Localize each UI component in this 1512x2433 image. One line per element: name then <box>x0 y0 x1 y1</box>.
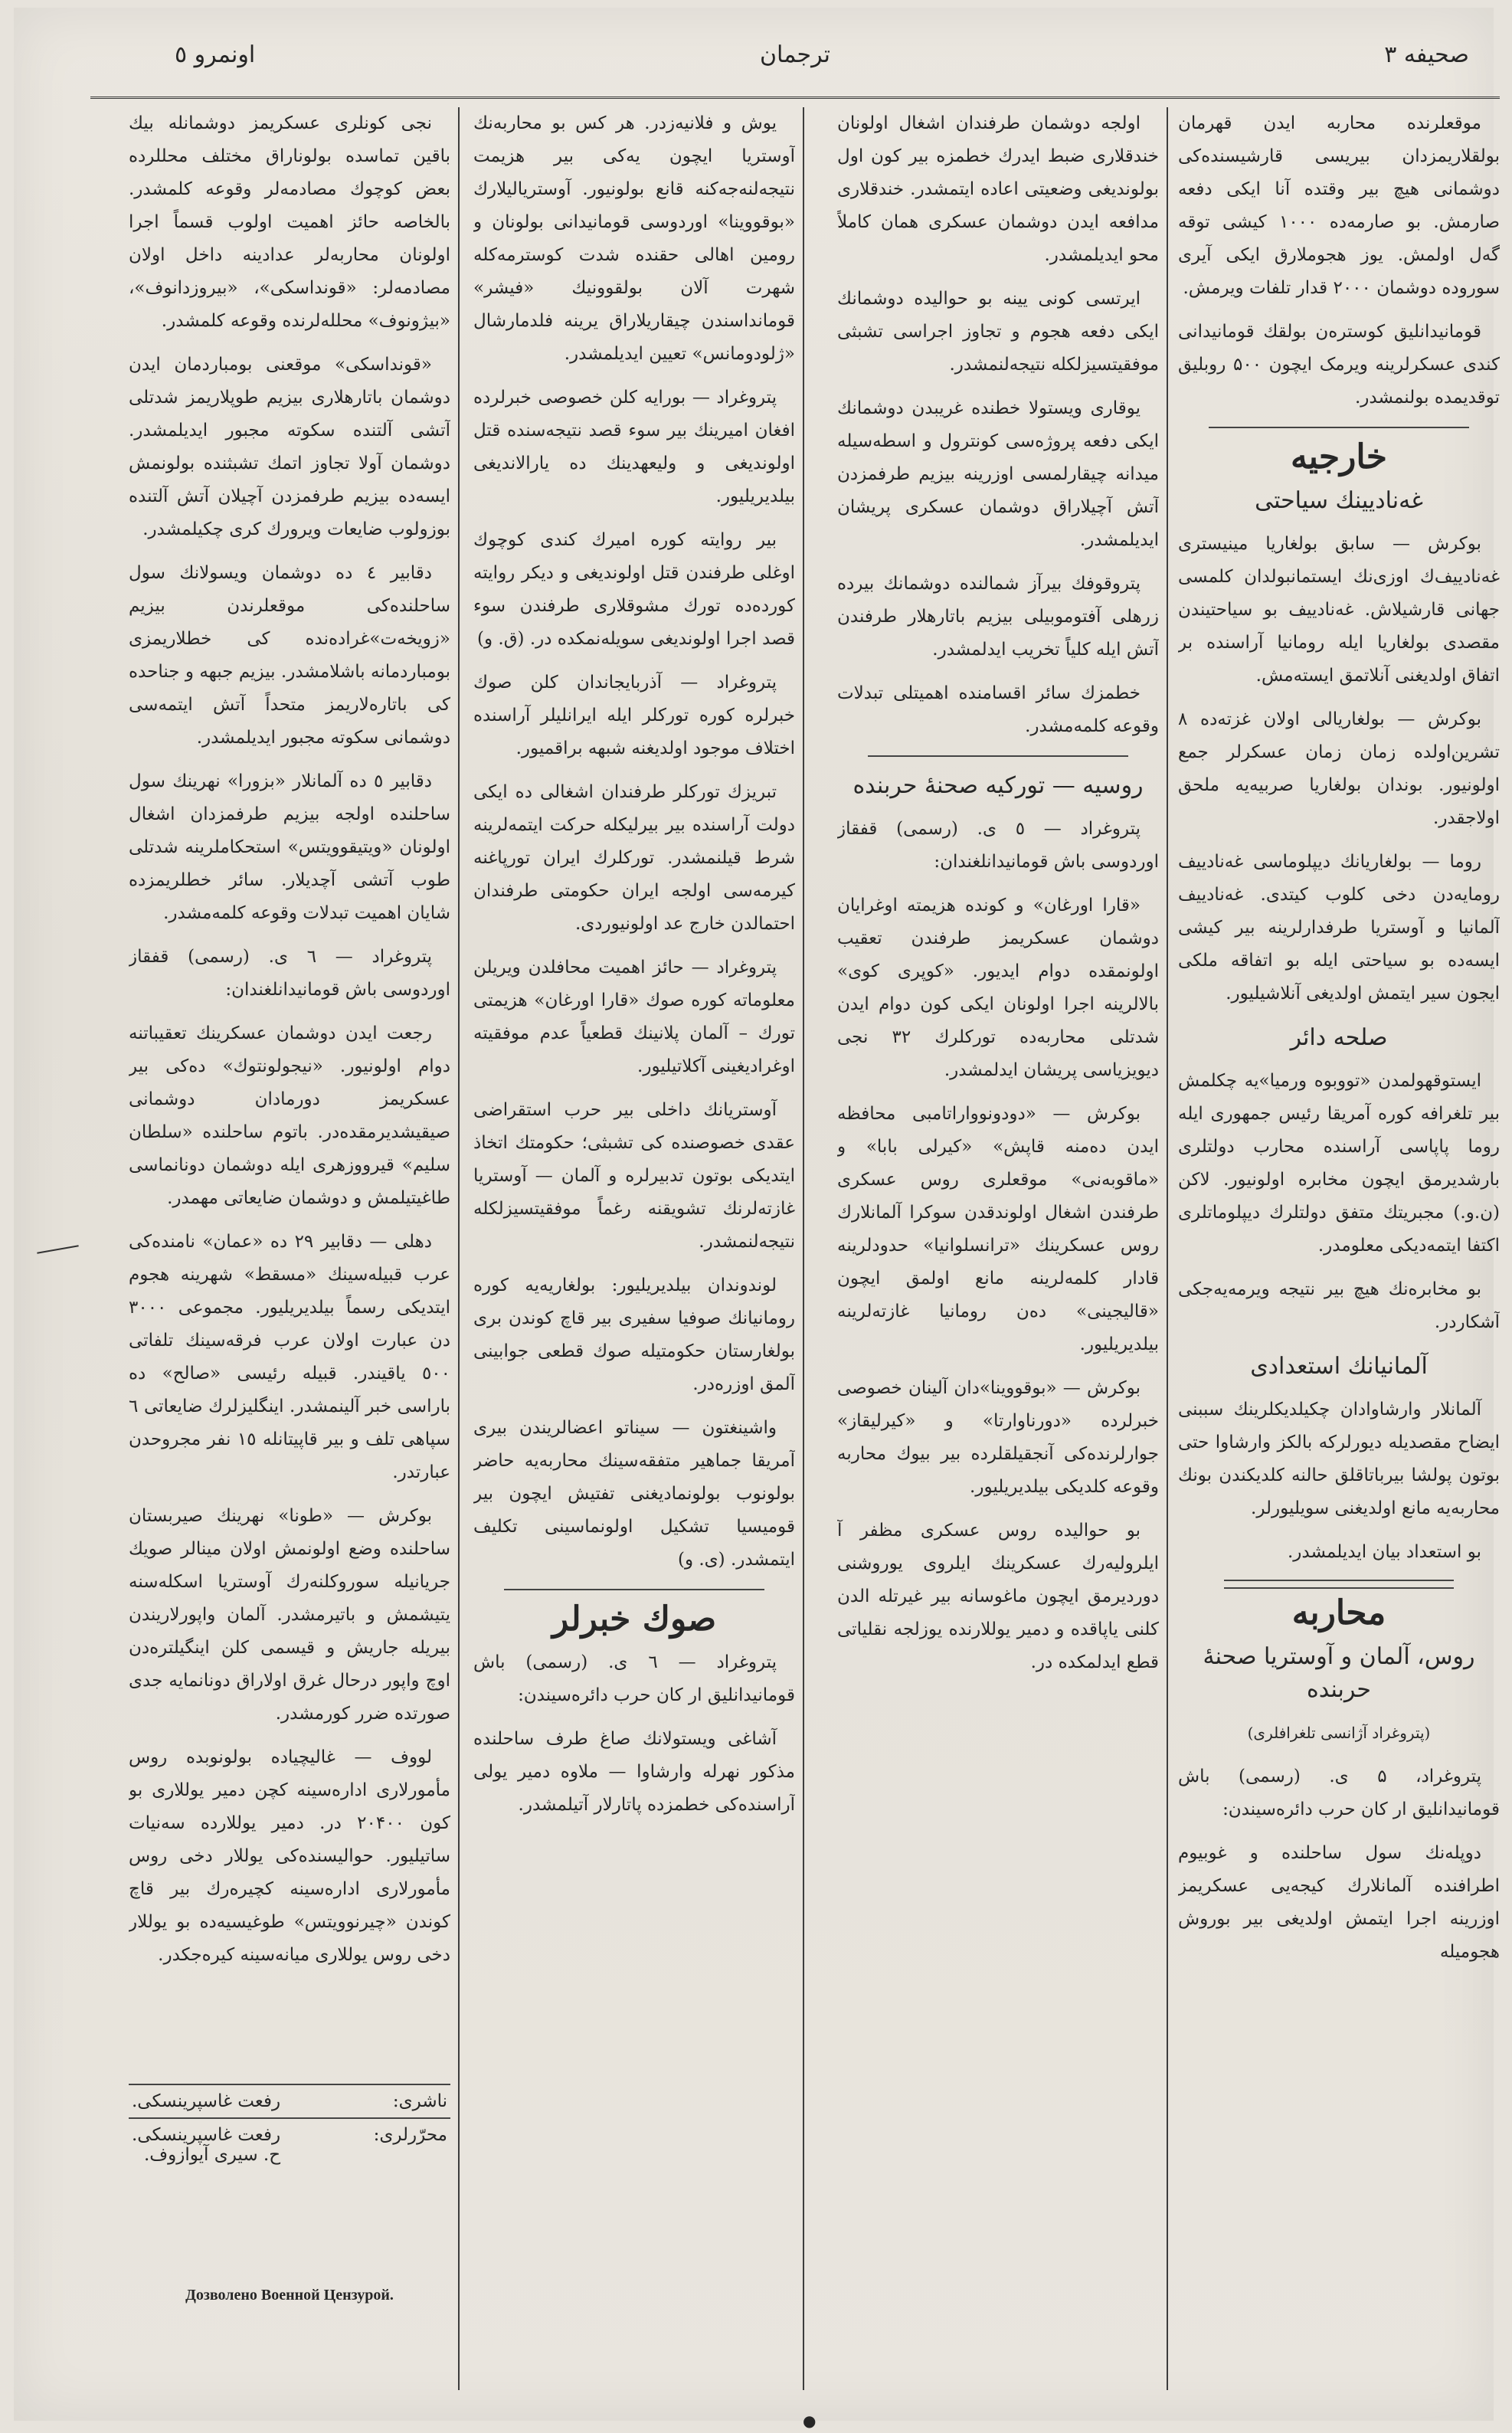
article-paragraph: پتروغراد — ٦ ی. (رسمی) قفقاز اوردوسی باش قومانیدانلغندان: <box>129 947 450 1000</box>
section-divider <box>868 755 1128 757</box>
article-paragraph: بوکرش — «طونا» نهرینك صیربستان ساحلنده وضع اولونمش اولان مینالر صویك جریانیله سوروکلنه‌رك آوستریا اسکله‌سنه یتیشمش و باتیرمشدر. آلمان واپورلاریندن بیریله جاریش و قیسمی کلن اینگیلتره‌دن اوچ واپور درحال غرق اولاراق دونانمایه جدی صورتده ضرر کورمشدر. <box>129 1506 450 1724</box>
column-rule <box>458 107 460 2390</box>
article-paragraph: ایستوقهولمدن «تووبوه ورمیا»یه چکلمش بیر تلغرافه کوره آمریقا رئیس جمهوری ایله روما پاپاسی آراسنده محارب دولتلری بارشدیرمق ایچون مخابره اولونیور. لاکن (ن.و.) مجبریتك متفق دولتلرك دیپلوماتلری اکتفا ایتمه‌دیکی معلومدر. <box>1178 1071 1500 1256</box>
section-subtitle-germany: آلمانیانك استعدادی <box>1250 1353 1428 1380</box>
section-title-caucasus: روسیه — تورکیه صحنهٔ حربنده <box>853 772 1144 799</box>
column-2 <box>837 107 1159 2390</box>
agency-note: (پتروغراد آژانسی تلغرافلری) <box>1247 1724 1431 1742</box>
article-paragraph: واشینغتون — سیناتو اعضالریندن بیری آمریقا جماهیر متفقه‌سینك محاربه‌یه حاضر بولونوب بولونمادیغنی تفتیش ایچون بیر قومیسیا تشکیل اولونماسینی تکلیف ایتمشدر. (ی. و) <box>473 1418 795 1570</box>
article-paragraph: بوکرش — سابق بولغاریا مینیستری غه‌نادییف‌ك اوزی‌نك ایستمانبولدان کلمسی جهانی قارشیلاش. غه‌نادییف بو سیاحتیندن مقصدی بولغاریا ایله رومانیا آراسنده بر اتفاق اولدیغنی آنلاتمق ایسته‌مش. <box>1178 534 1500 686</box>
article-paragraph: «قونداسکی» موقعنی بومباردمان ایدن دوشمان باتارهلاری بیزیم طوپلاریمز شدتلی آتشی آلتنده سکوته مجبور ایدیلمشدر. دوشمان آولا تجاوز اتمك تشبثنده بولونمش ایسه‌ده بیزیم طرفمزدن آچیلان آتش آلتنده بوزولوب ضایعات ویرورك کری چکیلمشدر. <box>129 355 450 539</box>
section-title-latest-news: صوك خبرلر <box>551 1600 717 1639</box>
pencil-mark-icon <box>37 1245 79 1254</box>
article-paragraph: بوکرش — «دودونوواراتامبی محافظه ایدن ده‌منه قاپش» «کیرلی بابا» و «ماقوبه‌نی» موقعلری روس عسکری طرفندن اشغال اولوندقدن سوکرا آلمانلارك روس عسکرینك «ترانسلوانیا» حدودلرینه قادار کلمه‌لرینه مانع اولمق ایچون «قالیجینی» ده‌ن رومانیا غازته‌لرینه بیلدیریلیور. <box>837 1104 1159 1354</box>
article-paragraph: آوستریانك داخلی بیر حرب استقراضی عقدی خصوصنده کی تشبثی؛ حکومتك اتخاذ ایتدیکی بوتون تدبیرلره و آلمان — آوستریا غازته‌لرنك تشویقنه رغماً موفقیتسیزلکله نتیجه‌لنمشدر. <box>473 1100 795 1252</box>
ornament-divider <box>1224 1580 1454 1589</box>
editors-label: محرّرلری: <box>373 2125 447 2145</box>
page-header <box>90 35 1500 99</box>
article-paragraph: پتروقوفك بیرآز شمالنده دوشمانك بیرده زرهلی آفتوموبیلی بیزیم باتارهلار طرفندن آتش ایله کلیاً تخریب ایدلمشدر. <box>837 574 1159 660</box>
article-paragraph: بوکرش — بولغاریالی اولان غزته‌ده ۸ تشرین‌اولده زمان زمان عسکرلر جمع اولونیور. بوندان بولغاریا صربیه‌یه ملحق اولاجقدر. <box>1178 709 1500 828</box>
article-paragraph: پتروغراد، ۵ ی. (رسمی) باش قومانیدانلیق ار کان حرب دائره‌سیندن: <box>1178 1767 1500 1819</box>
article-paragraph: دوپله‌نك سول ساحلنده و غوبیوم اطرافنده آلمانلارك کیجه‌یی عسکریمز اوزرینه اجرا ایتمش اولدیغی بیر بوروش هجومیله <box>1178 1843 1500 1962</box>
column-3 <box>473 107 795 2390</box>
article-paragraph: بو استعداد بیان ایدیلمشدر. <box>1287 1542 1481 1562</box>
article-paragraph: دقابیر ٤ ده دوشمان ویسولانك سول ساحلنده‌کی موقعلرندن بیزیم «زویخه‌ت»غراده‌نده کی خطلاریمزی بومباردمانه باشلامشدر. بیزیم جبهه و جناحده کی باتاره‌لاریمز متحداً آتش ایتمه‌سی دوشمانی سکوته مجبور ایدیلمشدر. <box>129 563 450 748</box>
article-paragraph: روما — بولغاریانك دیپلوماسی غه‌نادییف رومایه‌دن دخی کلوب کیتدی. غه‌نادییف آلمانیا و آوستریا طرفدارلرینه بیر کیشی ایسه‌ده بو سیاحتی ایله بو اتفاقه ملکی ایجون سیر ایتمش اولدیغی آنلاشیلیور. <box>1178 852 1500 1004</box>
section-subtitle: غه‌نادیینك سیاحتی <box>1255 487 1423 514</box>
section-subtitle-peace: صلحه دائر <box>1290 1024 1388 1051</box>
article-paragraph: پتروغراد — حائز اهمیت محافلدن ویریلن معلوماته کوره صوك «قارا اورغان» هزیمتی تورك‌ – آلمان پلانینك قطعیاً عدم موفقیته اوغرادیغینی آکلاتیلیور. <box>473 958 795 1076</box>
article-paragraph: پتروغراد — آذربایجاندان کلن صوك خبرلره کوره تورکلر ایله ایرانلیلر آراسنده اختلاف موجود اولدیغنه شبهه براقمیور. <box>473 673 795 758</box>
article-paragraph: خطمزك سائر اقسامنده اهمیتلی تبدلات وقوعه کلمه‌مشدر. <box>837 683 1159 736</box>
article-paragraph: لووف — غالیچیاده بولونوبده روس مأمورلاری اداره‌سینه کچن دمیر یوللاری بو کون ۲۰۴۰۰ در. دمیر یوللارده سه‌نیات ساتیلیور. حوالیسنده‌کی یوللار دخی روس مأمورلاری اداره‌سینه کچیره‌رك بیر قاچ کوندن «چیرنوویتس» طوغیسیه‌ده بو یوللار دخی روس یوللاری میانه‌سینه کیره‌جکدر. <box>129 1747 450 1965</box>
article-paragraph: پتروغراد — ٦ ی. (رسمی) باش قومانیدانلیق ار کان حرب دائره‌سیندن: <box>473 1652 795 1705</box>
article-paragraph: تبریزك تورکلر طرفندان اشغالی ده ایکی دولت آراسنده بیر بیرلیکله حرکت ایتمه‌لرینه شرط قیلنمشدر. تورکلرك ایران تورپاغنه کیرمه‌سی اولجه ایران حکومتی طرفندان احتمالدن خارج عد اولونیوردی. <box>473 782 795 934</box>
section-divider <box>504 1589 764 1590</box>
article-paragraph: اولجه دوشمان طرفندان اشغال اولونان خندقلاری ضبط ایدرك خطمزه بیر کون اول بولوندیغی وضعیتی اعاده ایتمشدر. خندقلاری مدافعه ایدن دوشمان عسکری همان کاملاً محو ایدیلمشدر. <box>837 113 1159 265</box>
article-paragraph: یوقاری ویستولا خطنده غریبدن دوشمانك ایکی دفعه پروژه‌سی کونترول و اسطه‌سیله میدانه چیقارلمسی اوزرینه بیزیم طرفمزدن آتش آچیلاراق دوشمان عسکری پریشان ایدیلمشدر. <box>837 398 1159 550</box>
article-paragraph: قومانیدانلیق کوستره‌ن بولقك قومانیدانی کندی عسکرلرینه ویرمک ایچون ۵۰۰ روبلیق توقدیمده بولنمشدر. <box>1178 322 1500 408</box>
column-rule <box>803 107 804 2390</box>
article-paragraph: آلمانلار وارشاوادان چکیلدیکلرینك سببنی ایضاح مقصدیله دیورلرکه بالکز وارشاوا حتی بوتون پولشا بیرباتاقلق حالنه کلدیکندن بونك محاربه‌یه مانع اولدیغنی سویلیورلر. <box>1178 1400 1500 1518</box>
section-title-war: محاربه <box>1291 1593 1386 1632</box>
article-paragraph: آشاغی ویستولانك صاغ طرف ساحلنده مذکور نهرله وارشاوا — ملاوه دمیر یولی آراسنده‌کی خطمزده پاتارلار آتیلمشدر. <box>473 1729 795 1815</box>
article-paragraph: لوندوندان بیلدیریلیور: بولغاریه‌یه کوره رومانیانك صوفیا سفیری بیر قاچ کوندن بری بولغارستان حکومتیله صوك قطعی جوابینی آلمق اوزره‌در. <box>473 1275 795 1394</box>
section-subtitle-front: روس، آلمان و آوستریا صحنهٔ حربنده <box>1203 1643 1475 1703</box>
article-paragraph: «قارا اورغان» و کونده هزیمته اوغرایان دوشمان عسکریمز طرفندن تعقیب اولونمقده دوام ایدیور. «کوپری کوی» بالالرینه اجرا اولونان ایکی کون دوام ایدن شدتلی محاربه‌ده تورکلرك ۳۲ نجی دیویزیاسی پریشان ایدلمشدر. <box>837 896 1159 1080</box>
section-title-foreign: خارجیه <box>1291 437 1387 476</box>
article-paragraph: پتروغراد — بورایه کلن خصوصی خبرلرده افغان امیرینك بیر سوء قصد نتیجه‌سنده قتل اولوندیغی و ولیعهدینك ده یارالاندیغی بیلدیریلیور. <box>473 388 795 506</box>
page-number: صحیفه ۳ <box>1384 41 1469 68</box>
article-paragraph: دهلی — دقابیر ۲۹ ده «عمان» نامنده‌کی عرب قبیله‌سینك «مسقط» شهرینه هجوم ایتدیکی رسماً بیلدیریلیور. مجموعی ۳۰۰۰ دن عبارت اولان عرب فرقه‌سینك تلفاتی ٥۰۰ یاقیندر. قبیله رئیسی «صالح» ده باراسی خبر آلینمشدر. اینگلیزلرك ضایعاتی ٦ سپاهی تلف و بیر قاپیتانله ١٥ نفر مجروحدن عبارتدر. <box>129 1232 450 1482</box>
article-paragraph: رجعت ایدن دوشمان عسکرینك تعقیباتنه دوام اولونیور. «نیجولونتوك» ده‌کی بیر عسکریمز دورمادان دوشمانی صیقیشدیرمقده‌در. باتوم ساحلنده «سلطان سلیم» قیرووزهری ایله دوشمان دونانماسی طاغیتیلمش و دوشمان ضایعاتی مهمدر. <box>129 1023 450 1208</box>
article-paragraph: بوکرش — «بوقووینا»دان آلینان خصوصی خبرلرده «دورنا‌وارتا» و «کیرلیقاز» جوارلرنده‌کی آنجقیلقلرده بیر بیوك محاربه وقوعه کلدیکی بیلدیریلیور. <box>837 1378 1159 1497</box>
publisher-name: رفعت غاسپرینسکی. <box>132 2091 281 2111</box>
article-paragraph: بو حوالیده روس عسکری مظفر آ ایلروليه‌رك عسکرینك ایلروی یوروشنی دوردیرمق ایچون ماغوسانه بیر غیرتله الدن کلنی یاپاقده و دمیر یوللارنده یوزلجه نقلیاتی قطع ایدلمکده در. <box>837 1521 1159 1672</box>
editor-name: ح. سیری آیوازوف. <box>143 2145 281 2165</box>
article-paragraph: یوش و فلانیه‌زدر. هر کس بو محاربه‌نك آوستریا ایچون یه‌کی بیر هزیمت نتیجه‌لنه‌جه‌کنه قانع بولونیور. آوستریالیلارك «بوقووینا» اوردوسی قومانیدانی بولونان و رومین اهالی حقنده شدت کوسترمه‌کله شهرت آلان بولقوونیك «فیشر» قومانداسندن چیقاریلاراق یرینه فلدمارشال «ژلودومانس» تعیین ایدیلمشدر. <box>473 113 795 364</box>
editors-row <box>129 2117 450 2171</box>
section-divider <box>1209 427 1469 428</box>
paper-title: ترجمان <box>760 41 830 68</box>
column-rule <box>1167 107 1168 2390</box>
editor-names <box>132 2125 280 2165</box>
article-paragraph: موقعلرنده محاربه ایدن قهرمان بولقلاریمزدان بیریسی قارشیسنده‌کی دوشمانی هیچ بیر وقتده آنا ایکی دفعه صارمش. بو صارمه‌ده ۱۰۰۰ کیشی توقه گه‌ل اولمش. یوز هجوملارق ایکی آیری سوروده دوشمان ۲۰۰۰ قدار تلفات ویرمش. <box>1178 113 1500 298</box>
editor-name: رفعت غاسپرینسکی. <box>132 2125 281 2145</box>
newspaper-page <box>14 8 1500 2430</box>
article-paragraph: نجی کونلری عسکریمز دوشمانله بیك باقین تماسده بولوناراق مختلف محللرده بعض کوچوك مصادمه‌لر وقوعه کلمشدر. بالخاصه حائز اهمیت اولوب قسماً اجرا اولونان محاربه‌لر عدادینه داخل اولان مصادمه‌لر: «قونداسکی»، «بیروزدانوف»، «بیژونوف» محلله‌لرنده وقوعه کلمشدر. <box>129 113 450 331</box>
column-4 <box>129 107 450 2068</box>
article-paragraph: ایرتسی کونی یینه بو حواليده دوشمانك ایکی دفعه هجوم و تجاوز اجراسی تشبثی موفقیتسیزلکله نتیجه‌لنمشدر. <box>837 289 1159 375</box>
column-1 <box>1178 107 1500 2390</box>
footer-dot: ● <box>803 2412 817 2430</box>
publisher-label: ناشری: <box>392 2091 447 2111</box>
censor-approval: Дозволено Военной Цензурой. <box>185 2287 394 2304</box>
publisher-row <box>129 2084 450 2117</box>
article-paragraph: دقابیر ٥ ده آلمانلار «بزورا» نهرینك سول ساحلنده اولجه بیزیم طرفمزدان اشغال اولونان «ویتیقوویتس» استحکاملرینه شدتلی طوب آتشی آچدیلار. سائر خطلریمزده شایان اهمیت تبدلات وقوعه کلمه‌مشدر. <box>129 771 450 923</box>
article-paragraph: بو مخابره‌نك هیچ بیر نتیجه ویرمه‌یه‌جکی آشکاردر. <box>1178 1279 1500 1332</box>
issue-number: اونمرو ٥ <box>175 41 256 68</box>
article-paragraph: پتروغراد — ٥ ی. (رسمی) قفقاز اوردوسی باش قومانیدانلغندان: <box>837 819 1159 872</box>
article-paragraph: بیر روایته کوره امیرك کندی کوچوك اوغلی طرفندن قتل اولوندیغی و دیکر روایته کورده‌ده تورك مشوقلاری طرفندن سوء قصد اجرا اولوندیغی سویله‌نمکده در. (ق. و) <box>473 530 795 649</box>
